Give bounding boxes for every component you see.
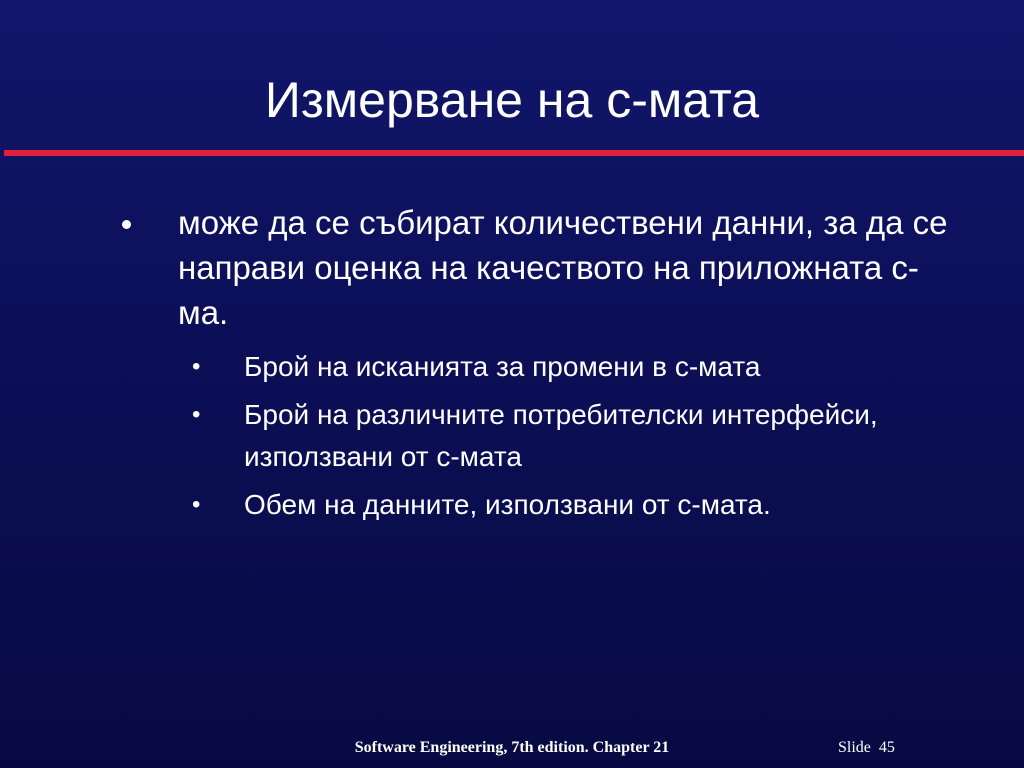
title-divider <box>4 150 1024 156</box>
slide-number-value: 45 <box>878 739 895 756</box>
sub-bullet-list <box>188 346 908 532</box>
sub-bullet-text: Брой на различните потребителски интерфейси, използвани от с-мата <box>244 399 878 472</box>
sub-bullet-item <box>188 484 908 526</box>
slide-number <box>838 738 895 758</box>
sub-bullet-item <box>188 394 908 478</box>
main-bullet-text: може да се събират количествени данни, за да се направи оценка на качеството на приложната с-ма. <box>178 204 948 331</box>
sub-bullet-item <box>188 346 908 388</box>
footer-citation: Software Engineering, 7th edition. Chapter 21 <box>354 739 670 756</box>
sub-bullet-icon: • <box>192 491 201 518</box>
slide-title: Измерване на с-мата <box>264 72 760 128</box>
sub-bullet-text: Обем на данните, използвани от с-мата. <box>244 489 771 520</box>
bullet-dot-icon <box>122 220 131 229</box>
sub-bullet-text: Брой на исканията за промени в с-мата <box>244 351 761 382</box>
slide-label: Slide <box>838 739 871 756</box>
sub-bullet-icon: • <box>192 401 201 428</box>
sub-bullet-icon: • <box>192 353 201 380</box>
